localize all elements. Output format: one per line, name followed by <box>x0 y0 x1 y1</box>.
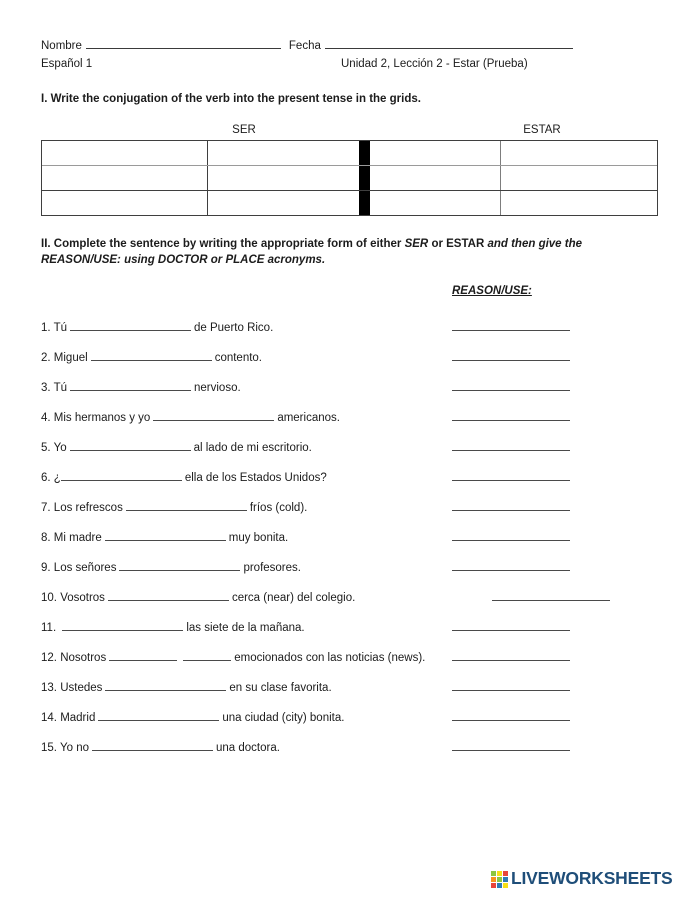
question-blank[interactable] <box>98 710 219 721</box>
question-suffix: una doctora. <box>215 742 280 754</box>
grid-divider <box>359 141 370 165</box>
course-label: Español 1 <box>41 58 93 70</box>
reason-use-blank[interactable] <box>452 480 570 481</box>
grid-row <box>42 165 657 190</box>
question-prefix: Los refrescos <box>53 502 123 514</box>
question-text <box>41 320 273 335</box>
grid-divider <box>359 166 370 190</box>
question-row <box>41 560 659 590</box>
logo-mark-cell-5 <box>503 877 508 882</box>
question-suffix: americanos. <box>277 412 340 424</box>
question-prefix: Nosotros <box>60 652 107 664</box>
question-text <box>41 650 425 665</box>
question-blank[interactable] <box>92 740 213 751</box>
question-text <box>41 470 327 485</box>
grid-cell-ser-col2[interactable] <box>208 141 359 165</box>
reason-use-blank[interactable] <box>452 750 570 751</box>
grid-row <box>42 141 657 165</box>
grid-cell-estar-col1[interactable] <box>370 166 501 190</box>
grid-cell-ser-col2[interactable] <box>208 191 359 215</box>
grid-cell-ser-col1[interactable] <box>42 191 208 215</box>
question-number: 7. <box>41 502 54 514</box>
question-suffix: emocionados con las noticias (news). <box>234 652 426 664</box>
instruction-part-4: and then give the REASON/USE: using DOCTOR or PLACE acronyms. <box>41 238 583 266</box>
reason-use-blank[interactable] <box>452 660 570 661</box>
logo-mark-cell-4 <box>497 877 502 882</box>
question-row <box>41 470 659 500</box>
header-name-date-row <box>41 38 659 54</box>
question-prefix: Yo <box>53 442 67 454</box>
grid-cell-estar-col2[interactable] <box>501 141 657 165</box>
question-number: 1. <box>41 322 54 334</box>
question-prefix: Madrid <box>60 712 96 724</box>
question-number: 12. <box>41 652 61 664</box>
reason-use-blank[interactable] <box>452 390 570 391</box>
grid-cell-estar-col2[interactable] <box>501 191 657 215</box>
question-prefix: Tú <box>53 322 67 334</box>
question-prefix: Ustedes <box>60 682 103 694</box>
reason-use-blank[interactable] <box>452 630 570 631</box>
logo-mark-cell-8 <box>503 883 508 888</box>
logo-mark-cell-3 <box>491 877 496 882</box>
question-row <box>41 500 659 530</box>
question-number: 6. <box>41 472 54 484</box>
question-blank[interactable] <box>108 590 229 601</box>
reason-use-heading: REASON/USE: <box>452 285 532 297</box>
question-number: 9. <box>41 562 54 574</box>
question-prefix: Vosotros <box>60 592 105 604</box>
question-text <box>41 740 280 755</box>
liveworksheets-logo <box>491 868 673 890</box>
question-number: 15. <box>41 742 60 754</box>
question-row <box>41 680 659 710</box>
liveworksheets-wordmark: LIVEWORKSHEETS <box>511 868 673 889</box>
question-prefix: ¿ <box>53 472 61 484</box>
logo-mark-cell-1 <box>497 871 502 876</box>
question-suffix: de Puerto Rico. <box>194 322 274 334</box>
question-text <box>41 350 262 365</box>
question-row <box>41 530 659 560</box>
instruction-part-0: II. Complete the sentence by writing the appropriate form of either <box>41 238 405 250</box>
question-prefix: Los señores <box>53 562 117 574</box>
question-blank[interactable] <box>61 470 182 481</box>
question-blank[interactable] <box>70 380 191 391</box>
question-number: 3. <box>41 382 54 394</box>
reason-use-blank[interactable] <box>452 540 570 541</box>
reason-use-blank[interactable] <box>452 570 570 571</box>
question-blank[interactable] <box>109 650 177 661</box>
question-suffix: cerca (near) del colegio. <box>231 592 356 604</box>
question-prefix: Miguel <box>53 352 88 364</box>
question-row <box>41 740 659 770</box>
question-number: 13. <box>41 682 61 694</box>
question-suffix: las siete de la mañana. <box>186 622 305 634</box>
section-two-instruction <box>41 236 659 268</box>
question-suffix: en su clase favorita. <box>229 682 332 694</box>
question-text <box>41 710 344 725</box>
question-text <box>41 560 301 575</box>
question-text <box>41 380 241 395</box>
grid-cell-ser-col2[interactable] <box>208 166 359 190</box>
question-blank[interactable] <box>119 560 240 571</box>
question-suffix: ella de los Estados Unidos? <box>184 472 327 484</box>
question-row <box>41 620 659 650</box>
question-row <box>41 710 659 740</box>
question-text <box>41 530 288 545</box>
question-text <box>41 680 332 695</box>
question-suffix: profesores. <box>243 562 301 574</box>
reason-use-blank[interactable] <box>452 690 570 691</box>
question-row <box>41 320 659 350</box>
question-prefix: Yo no <box>59 742 89 754</box>
question-blank[interactable] <box>70 320 191 331</box>
question-blank[interactable] <box>183 650 231 661</box>
logo-mark-cell-7 <box>497 883 502 888</box>
instruction-part-3: ESTAR <box>446 238 485 250</box>
conjugation-grid <box>41 140 658 216</box>
question-text <box>41 620 305 635</box>
instruction-part-2: or <box>428 238 447 250</box>
grid-label-estar: ESTAR <box>523 124 561 136</box>
reason-use-blank[interactable] <box>452 360 570 361</box>
grid-verb-labels <box>41 124 659 138</box>
reason-use-blank[interactable] <box>452 450 570 451</box>
question-blank[interactable] <box>153 410 274 421</box>
question-row <box>41 350 659 380</box>
question-prefix: Mi madre <box>53 532 102 544</box>
logo-mark-cell-0 <box>491 871 496 876</box>
reason-use-blank[interactable] <box>452 420 570 421</box>
logo-mark-cell-6 <box>491 883 496 888</box>
question-number: 5. <box>41 442 54 454</box>
question-blank[interactable] <box>70 440 191 451</box>
reason-use-blank[interactable] <box>452 330 570 331</box>
nombre-blank[interactable] <box>86 38 281 49</box>
grid-cell-ser-col1[interactable] <box>42 166 208 190</box>
question-blank[interactable] <box>126 500 247 511</box>
grid-cell-estar-col1[interactable] <box>370 191 501 215</box>
question-text <box>41 500 307 515</box>
question-blank[interactable] <box>91 350 212 361</box>
reason-use-blank[interactable] <box>452 720 570 721</box>
logo-mark-cell-2 <box>503 871 508 876</box>
grid-row <box>42 190 657 215</box>
reason-use-blank[interactable] <box>492 600 610 601</box>
fecha-label: Fecha <box>288 40 321 52</box>
question-row <box>41 380 659 410</box>
question-suffix: nervioso. <box>194 382 241 394</box>
question-row <box>41 440 659 470</box>
question-suffix: una ciudad (city) bonita. <box>222 712 345 724</box>
question-row <box>41 410 659 440</box>
grid-divider <box>359 191 370 215</box>
question-number: 2. <box>41 352 54 364</box>
question-blank[interactable] <box>62 620 183 631</box>
grid-cell-estar-col1[interactable] <box>370 141 501 165</box>
question-suffix: fríos (cold). <box>249 502 308 514</box>
question-prefix: Tú <box>53 382 67 394</box>
question-blank[interactable] <box>105 680 226 691</box>
liveworksheets-mark-icon <box>491 871 508 888</box>
grid-label-ser: SER <box>232 124 256 136</box>
fecha-blank[interactable] <box>325 38 573 49</box>
question-row <box>41 650 659 680</box>
section-one-instruction: I. Write the conjugation of the verb into the present tense in the grids. <box>41 93 421 105</box>
question-list <box>41 320 659 770</box>
question-suffix: muy bonita. <box>228 532 289 544</box>
question-number: 10. <box>41 592 61 604</box>
question-suffix: contento. <box>214 352 263 364</box>
instruction-part-1: SER <box>404 238 429 250</box>
question-number: 11. <box>41 622 60 634</box>
reason-use-blank[interactable] <box>452 510 570 511</box>
question-number: 14. <box>41 712 61 724</box>
question-text <box>41 440 312 455</box>
question-blank[interactable] <box>105 530 226 541</box>
question-text <box>41 410 340 425</box>
question-number: 4. <box>41 412 54 424</box>
question-text <box>41 590 355 605</box>
unit-lesson-label: Unidad 2, Lección 2 - Estar (Prueba) <box>341 58 528 70</box>
question-suffix: al lado de mi escritorio. <box>193 442 312 454</box>
grid-cell-estar-col2[interactable] <box>501 166 657 190</box>
nombre-label: Nombre <box>41 40 82 52</box>
question-row <box>41 590 659 620</box>
question-prefix: Mis hermanos y yo <box>53 412 151 424</box>
grid-cell-ser-col1[interactable] <box>42 141 208 165</box>
question-number: 8. <box>41 532 54 544</box>
